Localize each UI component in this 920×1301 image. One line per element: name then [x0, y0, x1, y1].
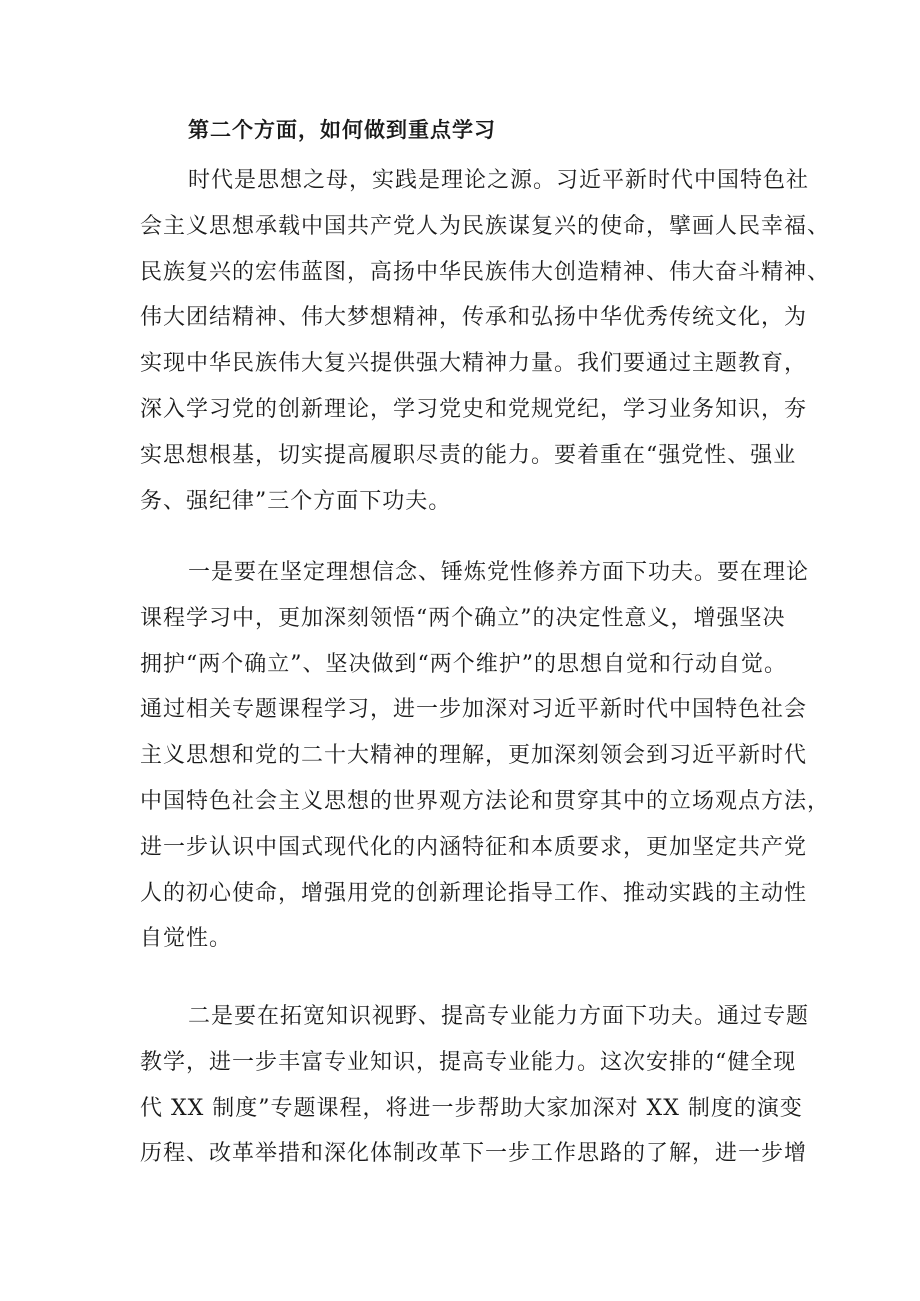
paragraph-line: 中国特色社会主义思想的世界观方法论和贯穿其中的立场观点方法，	[140, 788, 831, 814]
paragraph-line: 进一步认识中国式现代化的内涵特征和本质要求，更加坚定共产党	[140, 834, 808, 860]
paragraph-line: 深入学习党的创新理论，学习党史和党规党纪，学习业务知识，夯	[140, 396, 808, 422]
paragraph-line: 教学，进一步丰富专业知识，提高专业能力。这次安排的“健全现	[140, 1049, 797, 1075]
paragraph-line: 人的初心使命，增强用党的创新理论指导工作、推动实践的主动性	[140, 880, 808, 906]
paragraph-line: 民族复兴的宏伟蓝图，高扬中华民族伟大创造精神、伟大奋斗精神、	[140, 259, 831, 285]
paragraph-line: 二是要在拓宽知识视野、提高专业能力方面下功夫。通过专题	[188, 1004, 810, 1029]
paragraph-2	[140, 550, 831, 962]
paragraph-line: 代 XX 制度”专题课程，将进一步帮助大家加深对 XX 制度的演变	[140, 1095, 803, 1121]
paragraph-line: 务、强纪律”三个方面下功夫。	[140, 488, 452, 514]
paragraph-line: 实现中华民族伟大复兴提供强大精神力量。我们要通过主题教育，	[140, 351, 808, 377]
paragraph-3	[140, 994, 810, 1177]
section-heading: 第二个方面，如何做到重点学习	[188, 118, 496, 142]
paragraph-line: 拥护“两个确立”、坚决做到“两个维护”的思想自觉和行动自觉。	[140, 651, 787, 677]
paragraph-line: 一是要在坚定理想信念、锤炼党性修养方面下功夫。要在理论	[188, 560, 810, 585]
paragraph-line: 会主义思想承载中国共产党人为民族谋复兴的使命，擘画人民幸福、	[140, 213, 831, 239]
paragraph-line: 自觉性。	[140, 926, 233, 952]
paragraph-1	[140, 158, 831, 524]
paragraph-line: 伟大团结精神、伟大梦想精神，传承和弘扬中华优秀传统文化，为	[140, 305, 808, 331]
paragraph-line: 主义思想和党的二十大精神的理解，更加深刻领会到习近平新时代	[140, 743, 808, 769]
paragraph-line: 实思想根基，切实提高履职尽责的能力。要着重在“强党性、强业	[140, 442, 797, 468]
paragraph-line: 课程学习中，更加深刻领悟“两个确立”的决定性意义，增强坚决	[140, 605, 786, 631]
paragraph-line: 通过相关专题课程学习，进一步加深对习近平新时代中国特色社会	[140, 697, 808, 723]
paragraph-line: 历程、改革举措和深化体制改革下一步工作思路的了解，进一步增	[140, 1141, 808, 1167]
paragraph-line: 时代是思想之母，实践是理论之源。习近平新时代中国特色社	[188, 168, 810, 193]
